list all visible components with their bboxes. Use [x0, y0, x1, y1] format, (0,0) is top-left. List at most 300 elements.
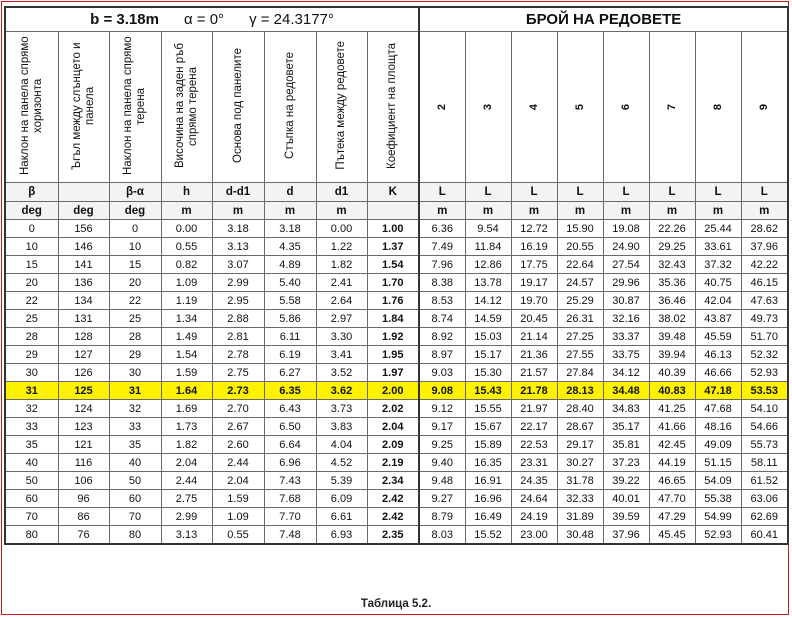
- unit-row: [5, 202, 788, 220]
- table-cell: 31: [109, 382, 161, 400]
- table-cell: 8.38: [419, 274, 465, 292]
- table-cell: 35: [5, 436, 58, 454]
- table-cell: 9.27: [419, 490, 465, 508]
- table-cell: 15: [5, 256, 58, 274]
- header-tilt-terrain: Наклон на панела спрямо терена: [109, 32, 161, 183]
- table-cell: 9.48: [419, 472, 465, 490]
- table-cell: 12.86: [465, 256, 511, 274]
- table-cell: 2.44: [161, 472, 212, 490]
- table-cell: 21.14: [511, 328, 557, 346]
- unit-cell: m: [649, 202, 695, 220]
- table-cell: 3.41: [316, 346, 367, 364]
- table-cell: 11.84: [465, 238, 511, 256]
- table-cell: 31: [5, 382, 58, 400]
- unit-cell: m: [603, 202, 649, 220]
- table-cell: 32: [109, 400, 161, 418]
- table-cell: 24.19: [511, 508, 557, 526]
- header-count-2: 2: [419, 32, 465, 183]
- table-cell: 1.84: [367, 310, 419, 328]
- symbol-cell: L: [511, 183, 557, 202]
- table-cell: 2.42: [367, 508, 419, 526]
- table-cell: 23.00: [511, 526, 557, 545]
- table-cell: 7.48: [264, 526, 316, 545]
- unit-cell: m: [161, 202, 212, 220]
- table-cell: 35.36: [649, 274, 695, 292]
- table-cell: 54.10: [741, 400, 788, 418]
- table-cell: 125: [58, 382, 109, 400]
- table-cell: 52.32: [741, 346, 788, 364]
- table-row: [5, 274, 788, 292]
- table-cell: 2.75: [161, 490, 212, 508]
- table-cell: 1.22: [316, 238, 367, 256]
- table-row: [5, 418, 788, 436]
- table-cell: 22.53: [511, 436, 557, 454]
- table-cell: 8.74: [419, 310, 465, 328]
- table-cell: 60: [5, 490, 58, 508]
- table-cell: 3.18: [212, 220, 264, 238]
- table-cell: 40.75: [695, 274, 741, 292]
- table-cell: 41.66: [649, 418, 695, 436]
- table-cell: 6.35: [264, 382, 316, 400]
- table-cell: 22: [5, 292, 58, 310]
- table-cell: 20.45: [511, 310, 557, 328]
- unit-cell: deg: [5, 202, 58, 220]
- table-cell: 45.59: [695, 328, 741, 346]
- unit-cell: m: [212, 202, 264, 220]
- header-count-9: 9: [741, 32, 788, 183]
- table-cell: 21.57: [511, 364, 557, 382]
- table-cell: 1.54: [367, 256, 419, 274]
- table-row: [5, 220, 788, 238]
- table-cell: 70: [109, 508, 161, 526]
- symbol-cell: h: [161, 183, 212, 202]
- symbol-cell: L: [557, 183, 603, 202]
- symbol-cell: d: [264, 183, 316, 202]
- table-cell: 42.04: [695, 292, 741, 310]
- table-cell: 3.52: [316, 364, 367, 382]
- table-cell: 47.68: [695, 400, 741, 418]
- table-cell: 25: [109, 310, 161, 328]
- symbol-cell: d-d1: [212, 183, 264, 202]
- table-cell: 15.52: [465, 526, 511, 545]
- table-cell: 2.41: [316, 274, 367, 292]
- table-cell: 29.25: [649, 238, 695, 256]
- table-cell: 16.35: [465, 454, 511, 472]
- header-count-3: 3: [465, 32, 511, 183]
- table-cell: 54.99: [695, 508, 741, 526]
- table-cell: 6.11: [264, 328, 316, 346]
- table-cell: 2.44: [212, 454, 264, 472]
- table-cell: 49.09: [695, 436, 741, 454]
- table-cell: 28.40: [557, 400, 603, 418]
- table-cell: 33.61: [695, 238, 741, 256]
- table-cell: 2.35: [367, 526, 419, 545]
- table-cell: 1.09: [161, 274, 212, 292]
- table-cell: 21.36: [511, 346, 557, 364]
- table-cell: 7.70: [264, 508, 316, 526]
- table-cell: 48.16: [695, 418, 741, 436]
- table-cell: 1.92: [367, 328, 419, 346]
- unit-cell: deg: [109, 202, 161, 220]
- table-cell: 106: [58, 472, 109, 490]
- table-cell: 4.35: [264, 238, 316, 256]
- table-cell: 27.55: [557, 346, 603, 364]
- table-cell: 2.34: [367, 472, 419, 490]
- table-cell: 1.97: [367, 364, 419, 382]
- table-cell: 4.89: [264, 256, 316, 274]
- table-cell: 7.96: [419, 256, 465, 274]
- table-cell: 14.59: [465, 310, 511, 328]
- header-count-5: 5: [557, 32, 603, 183]
- title-row: [5, 7, 788, 32]
- table-cell: 15.89: [465, 436, 511, 454]
- table-cell: 54.09: [695, 472, 741, 490]
- table-cell: 22.17: [511, 418, 557, 436]
- table-cell: 1.76: [367, 292, 419, 310]
- table-cell: 9.25: [419, 436, 465, 454]
- header-sun-angle: Ъгъл между слънцето и панела: [58, 32, 109, 183]
- table-cell: 2.67: [212, 418, 264, 436]
- table-cell: 39.59: [603, 508, 649, 526]
- header-base: Основа под панелите: [212, 32, 264, 183]
- table-cell: 29.17: [557, 436, 603, 454]
- table-cell: 1.64: [161, 382, 212, 400]
- table-cell: 35.81: [603, 436, 649, 454]
- param-b: b = 3.18m: [90, 11, 159, 28]
- table-cell: 2.78: [212, 346, 264, 364]
- table-cell: 33: [109, 418, 161, 436]
- unit-cell: m: [511, 202, 557, 220]
- symbol-cell: K: [367, 183, 419, 202]
- table-cell: 34.12: [603, 364, 649, 382]
- table-cell: 6.27: [264, 364, 316, 382]
- table-cell: 15.03: [465, 328, 511, 346]
- table-row: [5, 526, 788, 545]
- table-cell: 134: [58, 292, 109, 310]
- symbol-cell: L: [741, 183, 788, 202]
- table-cell: 124: [58, 400, 109, 418]
- table-cell: 6.93: [316, 526, 367, 545]
- symbol-cell: L: [695, 183, 741, 202]
- table-cell: 52.93: [695, 526, 741, 545]
- table-row: [5, 346, 788, 364]
- table-cell: 2.70: [212, 400, 264, 418]
- table-cell: 55.73: [741, 436, 788, 454]
- table-cell: 15.67: [465, 418, 511, 436]
- table-cell: 6.09: [316, 490, 367, 508]
- table-cell: 1.37: [367, 238, 419, 256]
- table-cell: 0: [5, 220, 58, 238]
- table-cell: 1.49: [161, 328, 212, 346]
- table-cell: 54.66: [741, 418, 788, 436]
- table-cell: 22.26: [649, 220, 695, 238]
- table-cell: 1.95: [367, 346, 419, 364]
- table-cell: 2.09: [367, 436, 419, 454]
- table-cell: 58.11: [741, 454, 788, 472]
- table-cell: 42.45: [649, 436, 695, 454]
- table-cell: 16.91: [465, 472, 511, 490]
- table-cell: 3.13: [161, 526, 212, 545]
- table-cell: 15: [109, 256, 161, 274]
- table-cell: 39.22: [603, 472, 649, 490]
- table-cell: 15.30: [465, 364, 511, 382]
- table-cell: 96: [58, 490, 109, 508]
- table-cell: 38.02: [649, 310, 695, 328]
- table-cell: 46.13: [695, 346, 741, 364]
- table-cell: 17.75: [511, 256, 557, 274]
- table-cell: 136: [58, 274, 109, 292]
- param-alpha: α = 0°: [183, 11, 225, 28]
- table-cell: 35.17: [603, 418, 649, 436]
- table-cell: 24.64: [511, 490, 557, 508]
- table-cell: 19.70: [511, 292, 557, 310]
- unit-cell: m: [465, 202, 511, 220]
- table-cell: 8.92: [419, 328, 465, 346]
- table-cell: 9.17: [419, 418, 465, 436]
- table-cell: 10: [109, 238, 161, 256]
- table-cell: 47.29: [649, 508, 695, 526]
- table-cell: 19.17: [511, 274, 557, 292]
- table-cell: 29.96: [603, 274, 649, 292]
- table-cell: 12.72: [511, 220, 557, 238]
- table-row: [5, 364, 788, 382]
- table-cell: 20: [5, 274, 58, 292]
- column-header-row: [5, 32, 788, 183]
- table-cell: 47.18: [695, 382, 741, 400]
- unit-cell: m: [316, 202, 367, 220]
- table-cell: 7.43: [264, 472, 316, 490]
- table-cell: 2.99: [212, 274, 264, 292]
- table-cell: 37.96: [603, 526, 649, 545]
- table-cell: 4.52: [316, 454, 367, 472]
- symbol-row: [5, 183, 788, 202]
- table-cell: 13.78: [465, 274, 511, 292]
- table-cell: 8.79: [419, 508, 465, 526]
- table-cell: 0.55: [161, 238, 212, 256]
- table-cell: 2.19: [367, 454, 419, 472]
- table-cell: 40.83: [649, 382, 695, 400]
- table-cell: 7.68: [264, 490, 316, 508]
- table-row: [5, 328, 788, 346]
- table-cell: 1.54: [161, 346, 212, 364]
- parameters-cell: [5, 7, 419, 32]
- table-cell: 36.46: [649, 292, 695, 310]
- table-cell: 7.49: [419, 238, 465, 256]
- table-row-highlighted: [5, 382, 788, 400]
- table-cell: 33: [5, 418, 58, 436]
- table-cell: 25.44: [695, 220, 741, 238]
- table-cell: 1.82: [161, 436, 212, 454]
- table-cell: 30.48: [557, 526, 603, 545]
- table-cell: 21.97: [511, 400, 557, 418]
- table-row: [5, 436, 788, 454]
- header-back-height: Височина на заден ръб спрямо терена: [161, 32, 212, 183]
- table-cell: 31.89: [557, 508, 603, 526]
- table-cell: 41.25: [649, 400, 695, 418]
- table-cell: 6.19: [264, 346, 316, 364]
- table-cell: 1.59: [212, 490, 264, 508]
- table-cell: 24.90: [603, 238, 649, 256]
- table-cell: 6.64: [264, 436, 316, 454]
- table-cell: 156: [58, 220, 109, 238]
- table-cell: 21.78: [511, 382, 557, 400]
- table-cell: 34.83: [603, 400, 649, 418]
- table-cell: 28.13: [557, 382, 603, 400]
- rows-heading: БРОЙ НА РЕДОВЕТЕ: [419, 7, 788, 32]
- table-cell: 63.06: [741, 490, 788, 508]
- table-cell: 6.96: [264, 454, 316, 472]
- table-cell: 14.12: [465, 292, 511, 310]
- table-cell: 29: [5, 346, 58, 364]
- table-cell: 40.39: [649, 364, 695, 382]
- table-cell: 3.07: [212, 256, 264, 274]
- table-cell: 37.23: [603, 454, 649, 472]
- table-cell: 2.04: [161, 454, 212, 472]
- table-cell: 1.34: [161, 310, 212, 328]
- table-cell: 2.75: [212, 364, 264, 382]
- table-cell: 26.31: [557, 310, 603, 328]
- unit-cell: m: [741, 202, 788, 220]
- table-cell: 40.01: [603, 490, 649, 508]
- header-row-pitch: Стъпка на редовете: [264, 32, 316, 183]
- unit-cell: m: [557, 202, 603, 220]
- table-cell: 10: [5, 238, 58, 256]
- table-cell: 9.08: [419, 382, 465, 400]
- table-cell: 46.15: [741, 274, 788, 292]
- table-cell: 30.27: [557, 454, 603, 472]
- header-count-8: 8: [695, 32, 741, 183]
- table-cell: 52.93: [741, 364, 788, 382]
- table-cell: 0.55: [212, 526, 264, 545]
- symbol-cell: L: [465, 183, 511, 202]
- header-count-7: 7: [649, 32, 695, 183]
- table-cell: 28.67: [557, 418, 603, 436]
- table-cell: 33.75: [603, 346, 649, 364]
- table-cell: 16.49: [465, 508, 511, 526]
- table-cell: 127: [58, 346, 109, 364]
- table-cell: 40: [109, 454, 161, 472]
- unit-cell: m: [264, 202, 316, 220]
- table-cell: 123: [58, 418, 109, 436]
- table-cell: 22.64: [557, 256, 603, 274]
- table-cell: 51.70: [741, 328, 788, 346]
- table-cell: 2.04: [367, 418, 419, 436]
- table-cell: 9.12: [419, 400, 465, 418]
- table-cell: 37.96: [741, 238, 788, 256]
- table-cell: 25.29: [557, 292, 603, 310]
- table-cell: 128: [58, 328, 109, 346]
- table-cell: 42.22: [741, 256, 788, 274]
- table-cell: 15.90: [557, 220, 603, 238]
- table-cell: 2.95: [212, 292, 264, 310]
- table-cell: 3.73: [316, 400, 367, 418]
- header-area-coef: Коефициент на площта: [367, 32, 419, 183]
- table-cell: 39.94: [649, 346, 695, 364]
- table-cell: 50: [5, 472, 58, 490]
- table-cell: 43.87: [695, 310, 741, 328]
- table-cell: 3.83: [316, 418, 367, 436]
- symbol-cell: L: [419, 183, 465, 202]
- header-count-4: 4: [511, 32, 557, 183]
- table-cell: 60.41: [741, 526, 788, 545]
- table-cell: 4.04: [316, 436, 367, 454]
- table-cell: 28: [5, 328, 58, 346]
- param-gamma: γ = 24.3177°: [249, 11, 334, 28]
- table-cell: 2.73: [212, 382, 264, 400]
- table-cell: 34.48: [603, 382, 649, 400]
- table-cell: 0.00: [316, 220, 367, 238]
- table-cell: 2.88: [212, 310, 264, 328]
- table-cell: 60: [109, 490, 161, 508]
- table-cell: 35: [109, 436, 161, 454]
- table-cell: 15.17: [465, 346, 511, 364]
- table-cell: 1.09: [212, 508, 264, 526]
- table-cell: 6.36: [419, 220, 465, 238]
- table-cell: 15.55: [465, 400, 511, 418]
- table-cell: 2.97: [316, 310, 367, 328]
- table-cell: 1.59: [161, 364, 212, 382]
- table-cell: 27.25: [557, 328, 603, 346]
- table-cell: 30: [5, 364, 58, 382]
- table-cell: 131: [58, 310, 109, 328]
- table-cell: 19.08: [603, 220, 649, 238]
- table-cell: 1.00: [367, 220, 419, 238]
- table-cell: 1.73: [161, 418, 212, 436]
- table-cell: 40: [5, 454, 58, 472]
- symbol-cell: [58, 183, 109, 202]
- table-cell: 32.16: [603, 310, 649, 328]
- symbol-cell: L: [603, 183, 649, 202]
- table-cell: 146: [58, 238, 109, 256]
- table-cell: 2.04: [212, 472, 264, 490]
- table-cell: 62.69: [741, 508, 788, 526]
- table-cell: 45.45: [649, 526, 695, 545]
- table-cell: 1.19: [161, 292, 212, 310]
- table-cell: 9.03: [419, 364, 465, 382]
- unit-cell: [367, 202, 419, 220]
- table-row: [5, 454, 788, 472]
- table-cell: 32.43: [649, 256, 695, 274]
- table-cell: 3.13: [212, 238, 264, 256]
- table-cell: 15.43: [465, 382, 511, 400]
- header-tilt-horizon: Наклон на панела спрямо хоризонта: [5, 32, 58, 183]
- table-cell: 25: [5, 310, 58, 328]
- symbol-cell: β: [5, 183, 58, 202]
- table-cell: 28: [109, 328, 161, 346]
- unit-cell: m: [419, 202, 465, 220]
- table-cell: 141: [58, 256, 109, 274]
- table-row: [5, 490, 788, 508]
- table-cell: 6.50: [264, 418, 316, 436]
- table-cell: 9.40: [419, 454, 465, 472]
- table-cell: 2.99: [161, 508, 212, 526]
- table-cell: 0.82: [161, 256, 212, 274]
- table-cell: 46.66: [695, 364, 741, 382]
- table-cell: 6.43: [264, 400, 316, 418]
- table-cell: 80: [109, 526, 161, 545]
- unit-cell: deg: [58, 202, 109, 220]
- table-cell: 29: [109, 346, 161, 364]
- table-cell: 5.86: [264, 310, 316, 328]
- table-cell: 23.31: [511, 454, 557, 472]
- table-cell: 2.02: [367, 400, 419, 418]
- table-cell: 47.63: [741, 292, 788, 310]
- table-row: [5, 256, 788, 274]
- table-cell: 16.96: [465, 490, 511, 508]
- table-cell: 5.58: [264, 292, 316, 310]
- table-cell: 3.18: [264, 220, 316, 238]
- table-cell: 8.97: [419, 346, 465, 364]
